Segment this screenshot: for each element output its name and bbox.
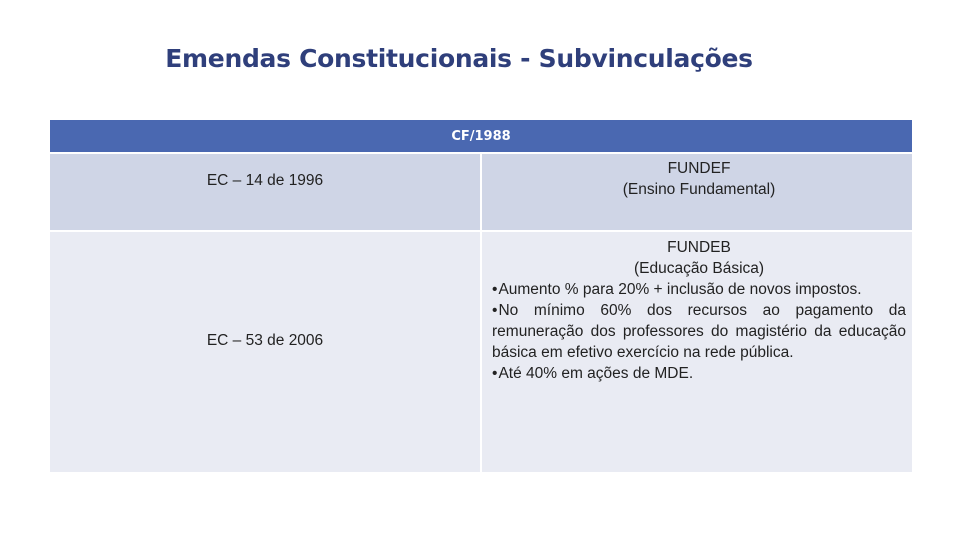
amendment-label: EC – 53 de 2006 [206,332,324,349]
program-scope: (Educação Básica) [633,260,765,277]
program-cell [481,231,912,472]
table-header: CF/1988 [50,120,912,153]
table-row [50,153,912,231]
amendment-cell [50,231,481,472]
table-row [50,231,912,472]
bullet-list [492,279,906,384]
program-name: FUNDEF [667,160,731,177]
amendment-cell [50,153,481,231]
program-cell [481,153,912,231]
bullet-text: Aumento % para 20% + inclusão de novos impostos. [498,281,862,298]
list-item: •Aumento % para 20% + inclusão de novos impostos. [492,281,862,298]
amendment-label: EC – 14 de 1996 [206,172,324,189]
amendments-table [50,120,912,472]
bullet-text: No mínimo 60% dos recursos ao pagamento da remuneração dos professores do magistério da educação básica em efetivo exercício na rede pública. [492,302,906,361]
slide-title: Emendas Constitucionais - Subvinculações [165,44,753,73]
list-item: •No mínimo 60% dos recursos ao pagamento da remuneração dos professores do magistério da educação básica em efetivo exercício na rede pública. [492,302,906,361]
bullet-text: Até 40% em ações de MDE. [498,365,694,382]
program-scope: (Ensino Fundamental) [622,181,776,198]
list-item: •Até 40% em ações de MDE. [492,365,694,382]
program-name: FUNDEB [667,239,731,256]
table-header-row [50,120,912,153]
